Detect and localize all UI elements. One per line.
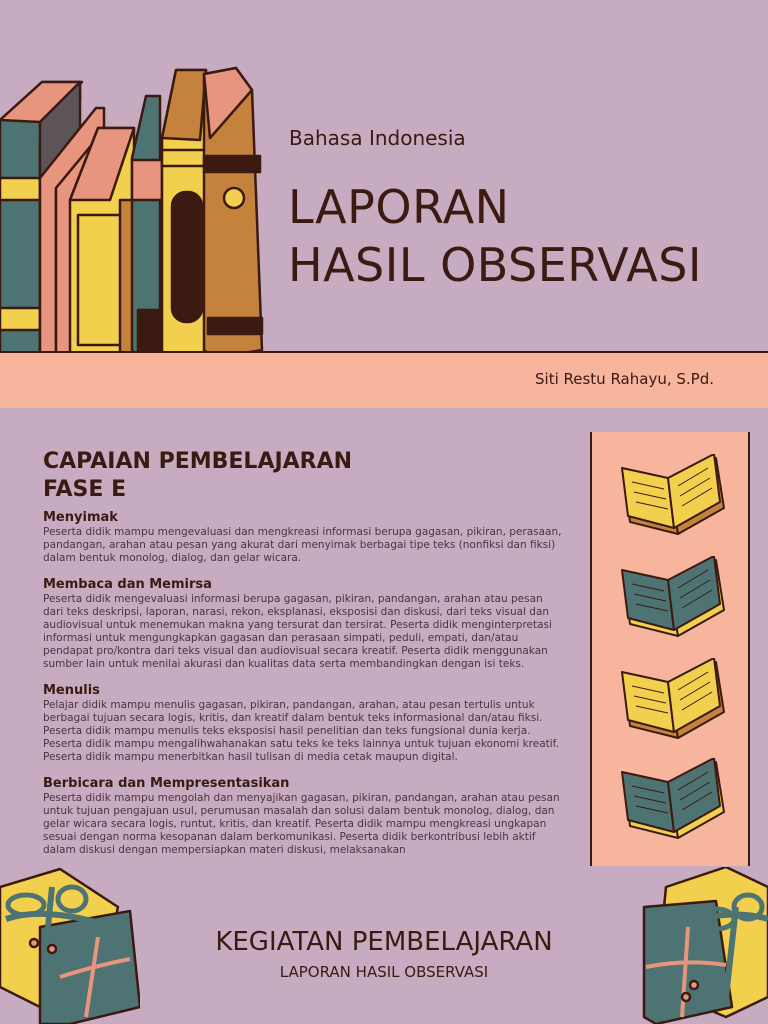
bookshelf-illustration-icon	[0, 60, 270, 365]
capaian-content	[43, 448, 563, 857]
section-body-menyimak: Peserta didik mampu mengevaluasi dan mengkreasi informasi berupa gagasan, pikiran, perasaan, pandangan, arahan atau pesan yang akurat dari menyimak berbagai tipe teks (nonfiksi dan fiksi) dalam bentuk monolog, dialog, dan gelar wicara.	[43, 526, 562, 564]
section-title-menyimak: Menyimak	[43, 510, 118, 525]
title-slide	[0, 0, 768, 408]
section-body-menulis: Pelajar didik mampu menulis gagasan, pikiran, pandangan, arahan, atau pesan tertulis untuk berbagai tujuan secara logis, kritis, dan kreatif dalam bentuk teks informasional dan/atau fiksi. Peserta didik mampu menulis teks eksposisi hasil penelitian dan teks fungsional dunia kerja. Peserta didik mampu mengalihwahanakan satu teks ke teks lainnya untuk tujuan ekonomi kreatif. Peserta didik mampu menerbitkan hasil tulisan di media cetak maupun digital.	[43, 699, 559, 763]
kegiatan-slide	[0, 867, 768, 1024]
capaian-slide	[0, 432, 768, 866]
open-books-panel	[590, 432, 750, 866]
presentation-title	[288, 178, 702, 294]
open-book-teal-icon	[618, 758, 726, 844]
section-body-membaca: Peserta didik mengevaluasi informasi berupa gagasan, pikiran, pandangan, arahan atau pesan dari teks deskripsi, laporan, narasi, rekon, eksplanasi, eksposisi dan diskusi, dari teks visual dan audiovisual untuk menemukan makna yang tersurat dan tersirat. Peserta didik menginterpretasi informasi untuk mengungkapkan gagasan dan perasaan simpati, peduli, empati, dan/atau pendapat pro/kontra dari teks visual dan audiovisual secara kreatif. Peserta didik menggunakan sumber lain untuk menilai akurasi dan kualitas data serta membandingkan dengan isi teks.	[43, 593, 552, 670]
section-body-berbicara: Peserta didik mampu mengolah dan menyajikan gagasan, pikiran, pandangan, arahan atau pesan untuk tujuan pengajuan usul, perumusan masalah dan solusi dalam bentuk monolog, dialog, dan gelar wicara secara logis, runtut, kritis, dan kreatif. Peserta didik mampu mengkreasi ungkapan sesuai dengan norma kesopanan dalam berkomunikasi. Peserta didik berkontribusi lebih aktif dalam diskusi dengan mempersiapkan materi diskusi, melaksanakan	[43, 792, 560, 856]
gift-books-right-icon	[636, 867, 768, 1024]
open-book-yellow-icon	[618, 658, 726, 744]
title-line-1: LAPORAN	[288, 180, 510, 234]
section-title-menulis: Menulis	[43, 683, 100, 698]
heading-line-2: FASE E	[43, 477, 127, 502]
kegiatan-subtitle: LAPORAN HASIL OBSERVASI	[279, 963, 489, 981]
author-name: Siti Restu Rahayu, S.Pd.	[535, 370, 714, 388]
title-line-2: HASIL OBSERVASI	[288, 238, 702, 292]
open-book-yellow-icon	[618, 454, 726, 540]
section-title-berbicara: Berbicara dan Mempresentasikan	[43, 776, 290, 791]
subject-label: Bahasa Indonesia	[289, 126, 466, 150]
heading-line-1: CAPAIAN PEMBELAJARAN	[43, 449, 353, 474]
capaian-heading	[43, 448, 563, 504]
section-title-membaca: Membaca dan Memirsa	[43, 577, 212, 592]
open-book-teal-icon	[618, 556, 726, 642]
kegiatan-title: KEGIATAN PEMBELAJARAN	[215, 927, 553, 957]
